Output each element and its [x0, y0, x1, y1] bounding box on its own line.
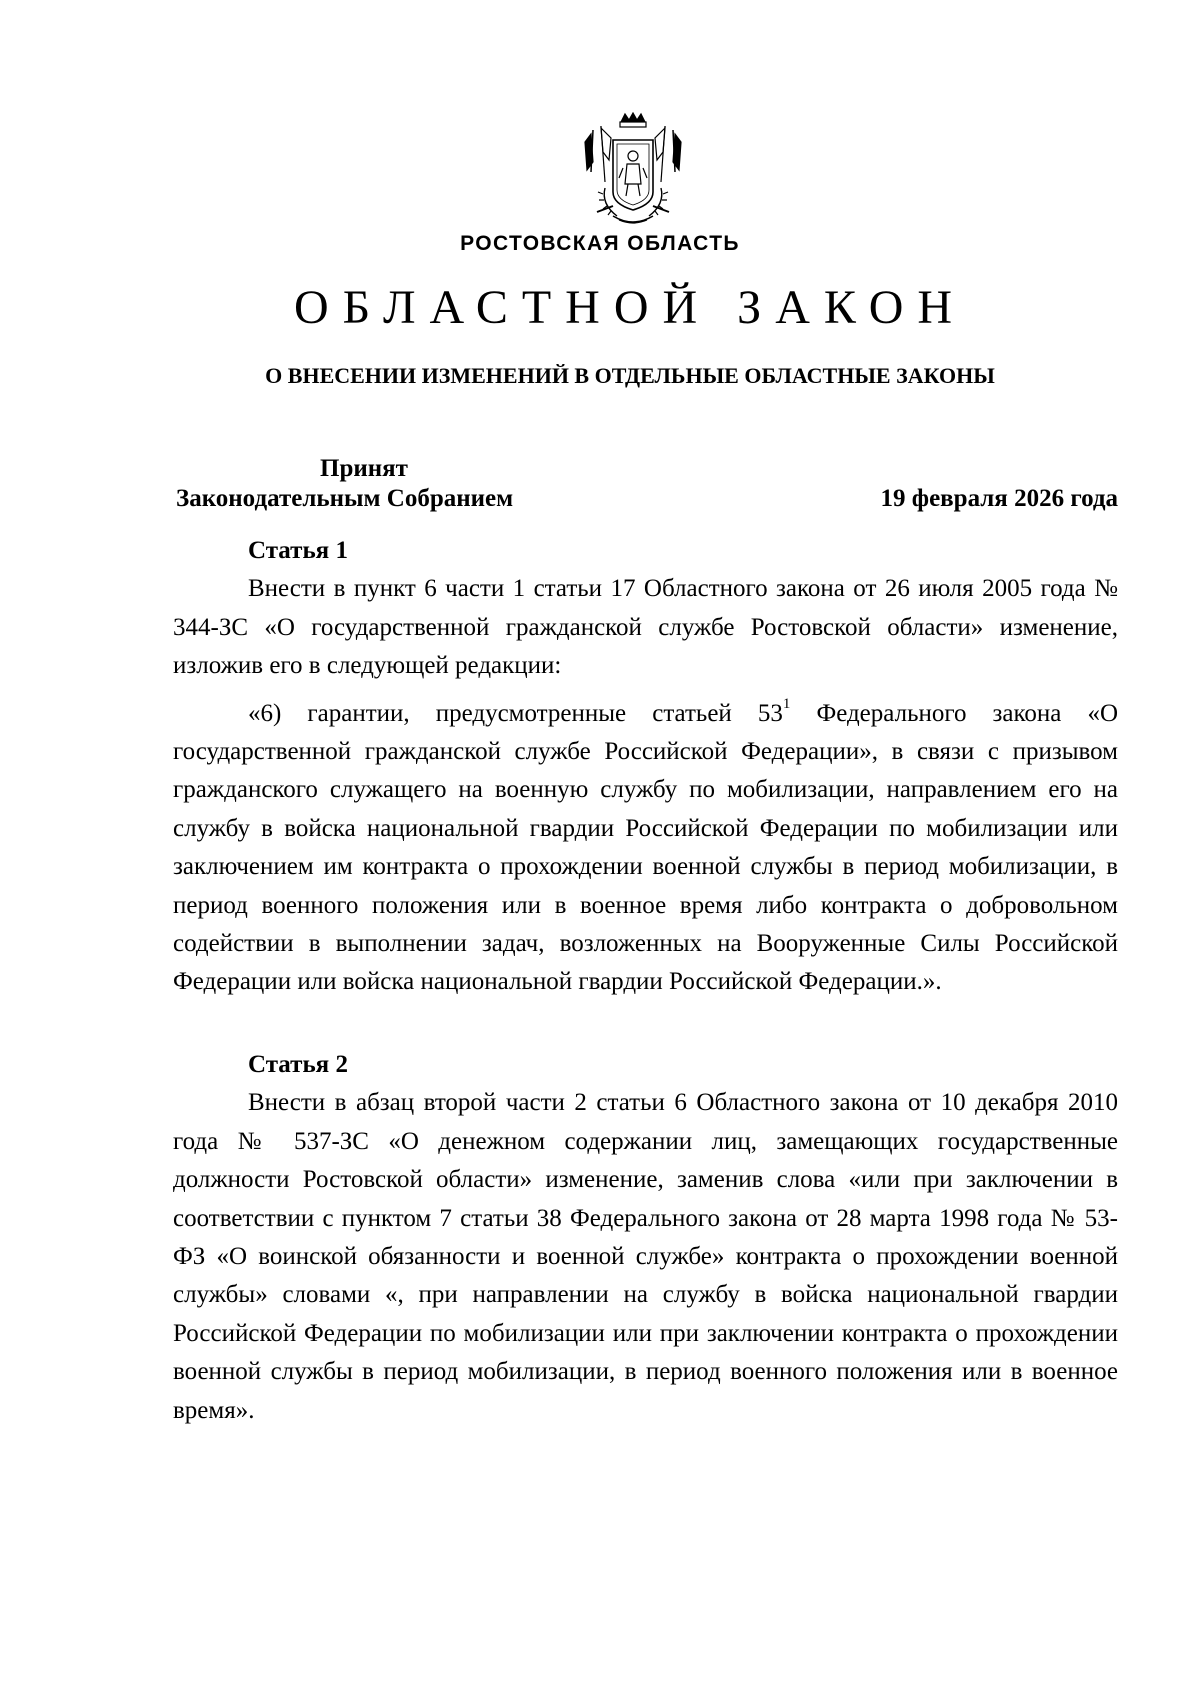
article-heading: Статья 1 [248, 537, 348, 564]
paragraph-text: Федерального закона «О государственной гражданской службе Российской Федерации», в связи с призывом гражданского служащего на военную службу по мобилизации, направлением его на службу в войска национальной гвардии Российской Федерации по мобилизации или заключением им контракта о прохождении военной службы в период мобилизации, в период военного положения или в военное время либо контракта о добровольном содействии в выполнении задач, возложенных на Вооруженные Силы Российской Федерации или войска национальной гвардии Российской Федерации.». [173, 699, 1118, 996]
article-1 [173, 532, 1118, 1002]
article-2 [173, 1046, 1118, 1430]
superscript: 1 [782, 696, 791, 713]
adoption-date: 19 февраля 2026 года [880, 485, 1118, 512]
document-type: ОБЛАСТНОЙ ЗАКОН [293, 281, 967, 334]
law-title: О ВНЕСЕНИИ ИЗМЕНЕНИЙ В ОТДЕЛЬНЫЕ ОБЛАСТНЫЕ ЗАКОНЫ [265, 363, 995, 388]
adoption-line-2: Законодательным Собранием [176, 485, 514, 512]
article-paragraph: Внести в пункт 6 части 1 статьи 17 Областного закона от 26 июля 2005 года № 344-ЗС «О государственной гражданской службе Ростовской области» изменение, изложив его в следующей редакции: [173, 575, 1118, 680]
coat-of-arms-icon [583, 112, 683, 230]
article-paragraph: Внести в абзац второй части 2 статьи 6 Областного закона от 10 декабря 2010 года № 537-ЗС «О денежном содержании лиц, замещающих государственные должности Ростовской области» изменение, заменив слова «или при заключении в соответствии с пунктом 7 статьи 38 Федерального закона от 28 марта 1998 года № 53-ФЗ «О воинской обязанности и военной службе» контракта о прохождении военной службы» словами «, при направлении на службу в войска национальной гвардии Российской Федерации по мобилизации или при заключении контракта о прохождении военной службы в период мобилизации, в период военного положения или в военное время». [173, 1089, 1118, 1424]
adoption-line-1: Принят [320, 455, 408, 482]
article-paragraph [173, 695, 1118, 1002]
article-heading: Статья 2 [248, 1051, 348, 1078]
paragraph-text: «6) гарантии, предусмотренные статьей 53 [248, 699, 783, 727]
region-name: РОСТОВСКАЯ ОБЛАСТЬ [460, 232, 740, 255]
